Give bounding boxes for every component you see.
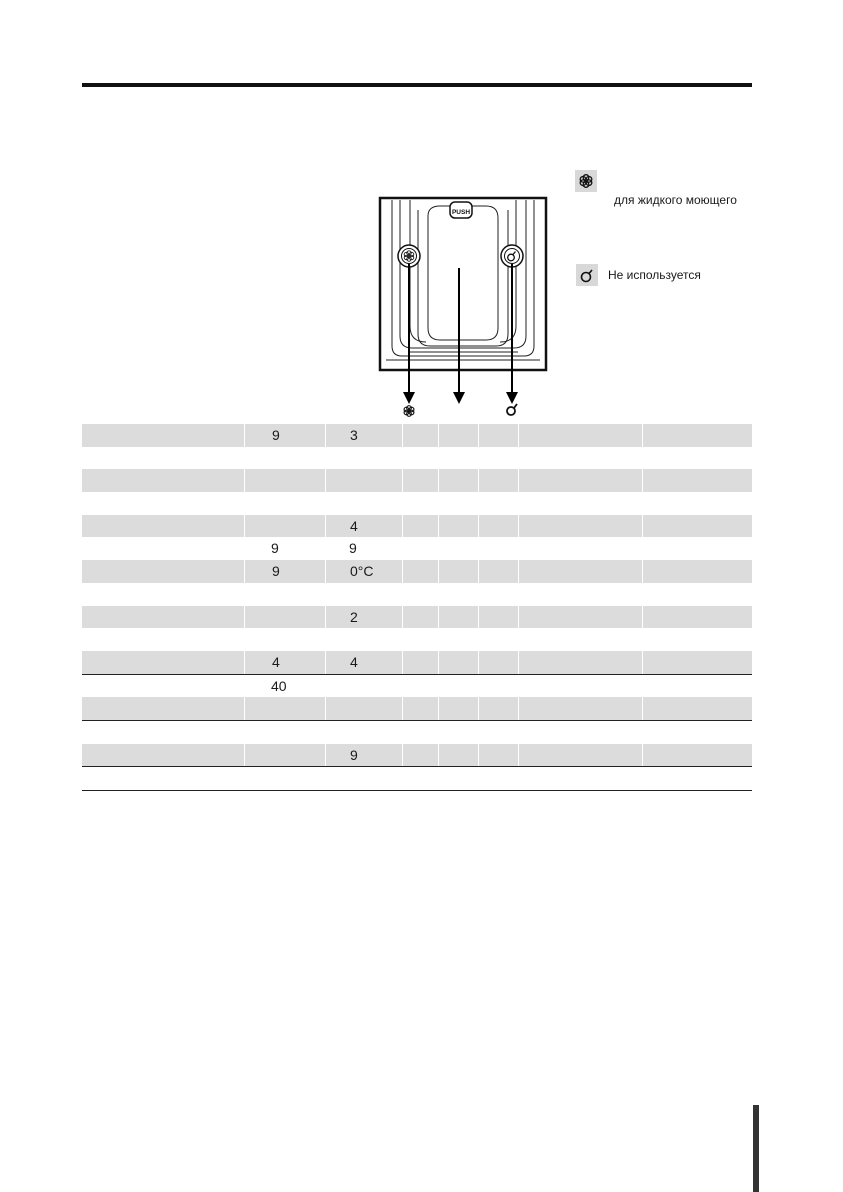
table-cell bbox=[82, 744, 244, 767]
drop-legend-icon bbox=[576, 264, 598, 286]
table-cell bbox=[478, 628, 518, 651]
table-cell bbox=[82, 628, 244, 651]
table-cell bbox=[642, 447, 752, 470]
drop-icon bbox=[507, 404, 517, 415]
table-cell bbox=[478, 447, 518, 470]
table-cell bbox=[82, 583, 244, 606]
table-cell bbox=[642, 606, 752, 629]
table-cell bbox=[82, 606, 244, 629]
table-cell bbox=[402, 744, 438, 767]
table-cell bbox=[518, 469, 642, 492]
table-row bbox=[82, 560, 752, 583]
table-cell: 0°C bbox=[325, 560, 402, 583]
table-cell bbox=[244, 447, 325, 470]
table-cell bbox=[82, 469, 244, 492]
table-cell bbox=[478, 675, 518, 698]
table-cell: 9 bbox=[325, 744, 402, 767]
table-cell bbox=[518, 424, 642, 447]
table-cell: 9 bbox=[244, 560, 325, 583]
table-cell bbox=[402, 583, 438, 606]
table-cell: 4 bbox=[244, 651, 325, 674]
table-cell bbox=[642, 744, 752, 767]
table-row bbox=[82, 492, 752, 515]
table-cell bbox=[478, 424, 518, 447]
table-cell bbox=[438, 697, 478, 720]
table-cell bbox=[438, 560, 478, 583]
table-cell bbox=[402, 651, 438, 674]
table-cell bbox=[518, 447, 642, 470]
table-cell bbox=[438, 515, 478, 538]
table-cell bbox=[438, 675, 478, 698]
table-cell bbox=[402, 628, 438, 651]
table-cell bbox=[244, 492, 325, 515]
table-cell bbox=[244, 628, 325, 651]
table-cell bbox=[478, 721, 518, 744]
table-cell bbox=[402, 675, 438, 698]
table-row bbox=[82, 628, 752, 651]
table-cell bbox=[478, 767, 518, 790]
table-row bbox=[82, 697, 752, 720]
table-row bbox=[82, 515, 752, 538]
table-cell bbox=[438, 744, 478, 767]
table-cell bbox=[402, 424, 438, 447]
table-cell bbox=[642, 469, 752, 492]
table-cell bbox=[244, 767, 325, 790]
table-cell bbox=[518, 583, 642, 606]
table-cell bbox=[438, 628, 478, 651]
table-cell bbox=[518, 697, 642, 720]
table-cell bbox=[325, 447, 402, 470]
table-cell bbox=[438, 606, 478, 629]
table-cell bbox=[82, 537, 244, 560]
table-cell bbox=[438, 767, 478, 790]
table-cell bbox=[82, 492, 244, 515]
table-cell bbox=[82, 560, 244, 583]
table-cell bbox=[402, 492, 438, 515]
table-row bbox=[82, 744, 752, 767]
flower-icon bbox=[404, 406, 414, 417]
table-cell bbox=[478, 537, 518, 560]
table-cell bbox=[642, 697, 752, 720]
table-row bbox=[82, 469, 752, 492]
table-cell bbox=[244, 697, 325, 720]
table-cell bbox=[478, 469, 518, 492]
detergent-drawer-diagram bbox=[378, 196, 548, 420]
table-cell bbox=[518, 767, 642, 790]
table-cell: 9 bbox=[271, 540, 279, 557]
liquid-detergent-label: для жидкого моющего bbox=[614, 193, 737, 207]
table-cell bbox=[642, 651, 752, 674]
table-cell bbox=[402, 469, 438, 492]
page-side-bar bbox=[753, 1105, 759, 1192]
table-row bbox=[82, 583, 752, 606]
table-cell bbox=[642, 560, 752, 583]
table-cell bbox=[478, 697, 518, 720]
table-cell bbox=[478, 744, 518, 767]
table-row bbox=[82, 447, 752, 470]
table-cell bbox=[402, 606, 438, 629]
table-cell bbox=[402, 560, 438, 583]
table-cell bbox=[518, 628, 642, 651]
table-cell bbox=[325, 492, 402, 515]
table-cell bbox=[642, 721, 752, 744]
table-row bbox=[82, 606, 752, 629]
table-cell bbox=[402, 767, 438, 790]
table-cell bbox=[518, 560, 642, 583]
table-cell bbox=[478, 492, 518, 515]
table-cell: 4 bbox=[325, 515, 402, 538]
program-table bbox=[82, 424, 752, 790]
table-cell bbox=[478, 515, 518, 538]
table-cell bbox=[325, 675, 402, 698]
table-cell bbox=[402, 697, 438, 720]
table-row bbox=[82, 720, 752, 744]
table-cell bbox=[82, 515, 244, 538]
table-cell bbox=[438, 651, 478, 674]
table-cell bbox=[518, 606, 642, 629]
table-cell bbox=[244, 606, 325, 629]
table-cell bbox=[438, 537, 478, 560]
table-cell bbox=[438, 492, 478, 515]
table-cell bbox=[82, 651, 244, 674]
table-row bbox=[82, 424, 752, 447]
table-cell bbox=[244, 744, 325, 767]
table-cell bbox=[642, 515, 752, 538]
table-cell: 9 bbox=[244, 424, 325, 447]
table-cell: 3 bbox=[325, 424, 402, 447]
bottom-rule bbox=[82, 790, 752, 791]
table-cell bbox=[642, 537, 752, 560]
table-cell bbox=[244, 583, 325, 606]
table-cell bbox=[642, 492, 752, 515]
table-cell bbox=[518, 675, 642, 698]
table-cell bbox=[642, 424, 752, 447]
table-cell bbox=[82, 424, 244, 447]
table-cell bbox=[325, 583, 402, 606]
table-cell bbox=[518, 651, 642, 674]
table-cell bbox=[325, 721, 402, 744]
table-cell bbox=[438, 469, 478, 492]
table-cell bbox=[244, 469, 325, 492]
top-rule bbox=[82, 83, 752, 87]
table-row bbox=[82, 537, 752, 560]
table-cell bbox=[438, 721, 478, 744]
table-cell bbox=[325, 628, 402, 651]
table-cell bbox=[642, 628, 752, 651]
table-cell bbox=[518, 537, 642, 560]
not-used-label: Не используется bbox=[608, 268, 701, 282]
table-cell: 4 bbox=[325, 651, 402, 674]
table-cell: 40 bbox=[271, 677, 287, 694]
table-cell bbox=[518, 744, 642, 767]
table-cell bbox=[402, 537, 438, 560]
table-cell bbox=[325, 767, 402, 790]
table-cell: 9 bbox=[349, 540, 357, 557]
table-cell bbox=[478, 583, 518, 606]
table-cell bbox=[438, 424, 478, 447]
table-cell bbox=[438, 447, 478, 470]
table-cell bbox=[82, 721, 244, 744]
table-cell bbox=[244, 515, 325, 538]
table-cell bbox=[478, 651, 518, 674]
table-cell bbox=[82, 697, 244, 720]
table-cell bbox=[402, 447, 438, 470]
table-cell bbox=[438, 583, 478, 606]
table-cell bbox=[518, 515, 642, 538]
table-cell bbox=[325, 469, 402, 492]
table-cell bbox=[82, 675, 244, 698]
table-cell bbox=[642, 583, 752, 606]
table-row bbox=[82, 651, 752, 674]
table-cell bbox=[518, 721, 642, 744]
table-cell bbox=[642, 767, 752, 790]
table-cell bbox=[478, 606, 518, 629]
table-cell bbox=[325, 697, 402, 720]
table-cell bbox=[478, 560, 518, 583]
table-cell bbox=[518, 492, 642, 515]
table-cell bbox=[82, 767, 244, 790]
flower-legend-icon bbox=[575, 170, 597, 192]
table-cell bbox=[244, 721, 325, 744]
table-cell bbox=[402, 515, 438, 538]
table-cell: 2 bbox=[325, 606, 402, 629]
table-row bbox=[82, 674, 752, 698]
push-label: PUSH bbox=[451, 209, 471, 216]
table-row bbox=[82, 766, 752, 790]
table-cell bbox=[82, 447, 244, 470]
table-cell bbox=[642, 675, 752, 698]
table-cell bbox=[402, 721, 438, 744]
